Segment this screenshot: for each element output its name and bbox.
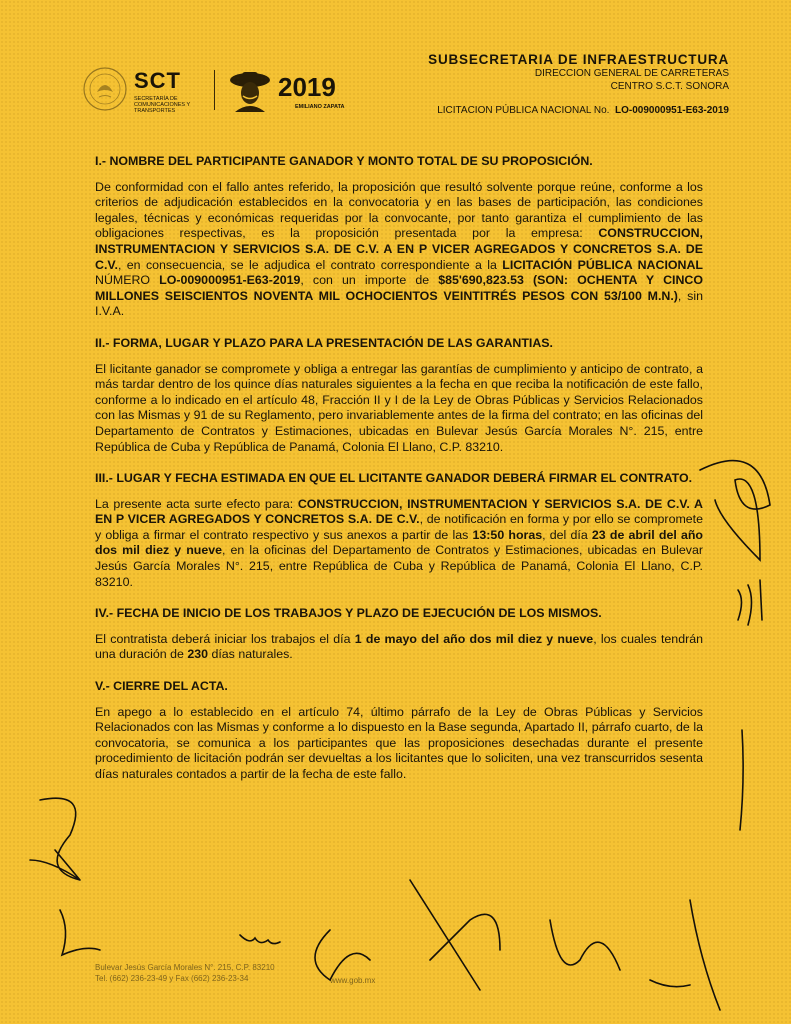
signature-left	[30, 798, 80, 880]
sct-logo-subtitle: SECRETARÍA DE COMUNICACIONES Y TRANSPORTES	[134, 96, 191, 114]
zapata-portrait-icon	[227, 66, 273, 112]
signature-bottom-right	[550, 900, 720, 1010]
signature-bottom-center	[315, 880, 500, 990]
s3-text-4: , en la oficinas del Departamento de Contratos y Estimaciones, ubicadas en Bulevar Jesús García Morales N°. 215, entre República de Cuba y República de Panamá, Colonia El Llano, C.P. 83210.	[95, 543, 703, 589]
s1-licitacion: LICITACIÓN PÚBLICA NACIONAL	[502, 257, 703, 272]
s4-start-date: 1 de mayo del año dos mil diez y nueve	[354, 631, 594, 646]
section-5-paragraph: En apego a lo establecido en el artículo 74, último párrafo de la Ley de Obras Públicas y Servicios Relacionados con las Mismas y conforme a lo dispuesto en la Base segunda, Apartado II, párrafo cuarto, de la convocatoria, se comunica a los participantes que las proposiciones desechadas durante el presente procedimiento de licitación podrán ser devueltas a los licitantes que lo soliciten, una vez transcurridos sesenta días naturales contados a partir de la fecha de este fallo.	[95, 704, 703, 781]
s1-text-3: NÚMERO	[95, 273, 160, 288]
s4-text-1: El contratista deberá iniciar los trabajos el día	[95, 631, 355, 646]
signature-right-initials	[738, 580, 762, 625]
footer-phone: Tel. (662) 236-23-49 y Fax (662) 236-23-34	[95, 974, 249, 983]
logo-divider	[214, 70, 215, 110]
document-header	[428, 52, 729, 116]
header-title: SUBSECRETARIA DE INFRAESTRUCTURA	[428, 52, 729, 67]
s4-text-2: , los cuales tendrán una duración de	[95, 631, 703, 662]
s1-company: CONSTRUCCION, INSTRUMENTACION Y SERVICIOS S.A. DE C.V. A EN P VICER AGREGADOS Y CONCRETOS S.A. DE C.V.	[95, 226, 703, 272]
s1-text-1: De conformidad con el fallo antes referido, la proposición que resultó solvente porque reúne, conforme a los criterios de adjudicación establecidos en la convocatoria y en las bases de participación, las condiciones legales, técnicas y económicas requeridas por la convocante, por tanto garantiza el cumplimiento de las obligaciones respectivas, es la proposición presentada por la empresa:	[95, 179, 703, 241]
section-3-paragraph	[95, 497, 703, 591]
section-4-paragraph	[95, 632, 703, 663]
s3-text-1: La presente acta surte efecto para:	[95, 496, 298, 511]
header-line-2: CENTRO S.C.T. SONORA	[610, 81, 729, 92]
s3-date: 23 de abril del año dos mil diez y nueve	[95, 527, 703, 558]
s1-number: LO-009000951-E63-2019	[159, 273, 301, 288]
national-seal-icon	[82, 66, 128, 112]
section-2-paragraph: El licitante ganador se compromete y obliga a entregar las garantías de cumplimiento y anticipo de contrato, a más tardar dentro de los quince días naturales siguientes a la fecha en que reciba la notificación de este fallo, conforme a lo indicado en el artículo 48, Fracción II y I de la Ley de Obras Públicas y Servicios Relacionados con las Mismas y 91 de su Reglamento, pero invariablemente antes de la firma del contrato; en las oficinas del Departamento de Contratos y Estimaciones, ubicadas en Bulevar Jesús García Morales N°. 215, entre República de Cuba y República de Panamá, Colonia El Llano, C.P. 83210.	[95, 361, 703, 454]
year-2019-logo: 2019	[278, 72, 336, 102]
header-logos	[82, 66, 372, 116]
sct-logo-text: SCT	[134, 68, 181, 93]
footer-contact	[95, 962, 275, 984]
licitacion-reference	[428, 105, 729, 116]
s4-duration: 230	[187, 647, 209, 662]
section-1-title: I.- NOMBRE DEL PARTICIPANTE GANADOR Y MONTO TOTAL DE SU PROPOSICIÓN.	[95, 154, 593, 168]
s1-text-5: , sin I.V.A.	[95, 288, 703, 319]
s1-amount: $85'690,823.53 (SON: OCHENTA Y CINCO MILLONES SEISCIENTOS NOVENTA MIL OCHOCIENTOS VEINTITRÉS PESOS CON 53/100 M.N.)	[95, 273, 703, 303]
signature-right-line	[740, 730, 743, 830]
footer-website: www.gob.mx	[330, 976, 376, 985]
licitacion-label: LICITACION PÚBLICA NACIONAL No.	[437, 105, 610, 116]
signature-bottom-m	[240, 935, 280, 944]
section-1-paragraph	[95, 180, 703, 320]
s1-text-2: , en consecuencia, se le adjudica el contrato correspondiente a la	[117, 257, 503, 272]
s3-text-3: , del día	[542, 527, 592, 542]
signature-right-upper	[700, 461, 770, 560]
signature-left-lower	[60, 910, 100, 955]
licitacion-number: LO-009000951-E63-2019	[615, 105, 729, 116]
section-2-title: II.- FORMA, LUGAR Y PLAZO PARA LA PRESENTACIÓN DE LAS GARANTIAS.	[95, 335, 554, 350]
s3-company: CONSTRUCCION, INSTRUMENTACION Y SERVICIOS S.A. DE C.V. A EN P VICER AGREGADOS Y CONCRETOS S.A. DE C.V.	[95, 496, 703, 527]
s1-text-4: , con un importe de	[300, 273, 439, 288]
section-4-title: IV.- FECHA DE INICIO DE LOS TRABAJOS Y PLAZO DE EJECUCIÓN DE LOS MISMOS.	[95, 606, 602, 621]
s4-text-3: días naturales.	[208, 647, 293, 662]
section-3-title: III.- LUGAR Y FECHA ESTIMADA EN QUE EL LICITANTE GANADOR DEBERÁ FIRMAR EL CONTRATO.	[95, 471, 693, 486]
section-5-title: V.- CIERRE DEL ACTA.	[95, 679, 228, 694]
year-logo-subtitle: EMILIANO ZAPATA	[295, 104, 345, 110]
s3-time: 13:50 horas	[472, 527, 543, 542]
s3-text-2: , de notificación en forma y por ello se compromete y obliga a firmar el contrato respectivo y sus anexos a partir de las	[95, 512, 703, 542]
document-body	[95, 154, 703, 799]
header-line-1: DIRECCION GENERAL DE CARRETERAS	[534, 68, 729, 79]
footer-address: Bulevar Jesús García Morales N°. 215, C.P. 83210	[95, 963, 275, 972]
